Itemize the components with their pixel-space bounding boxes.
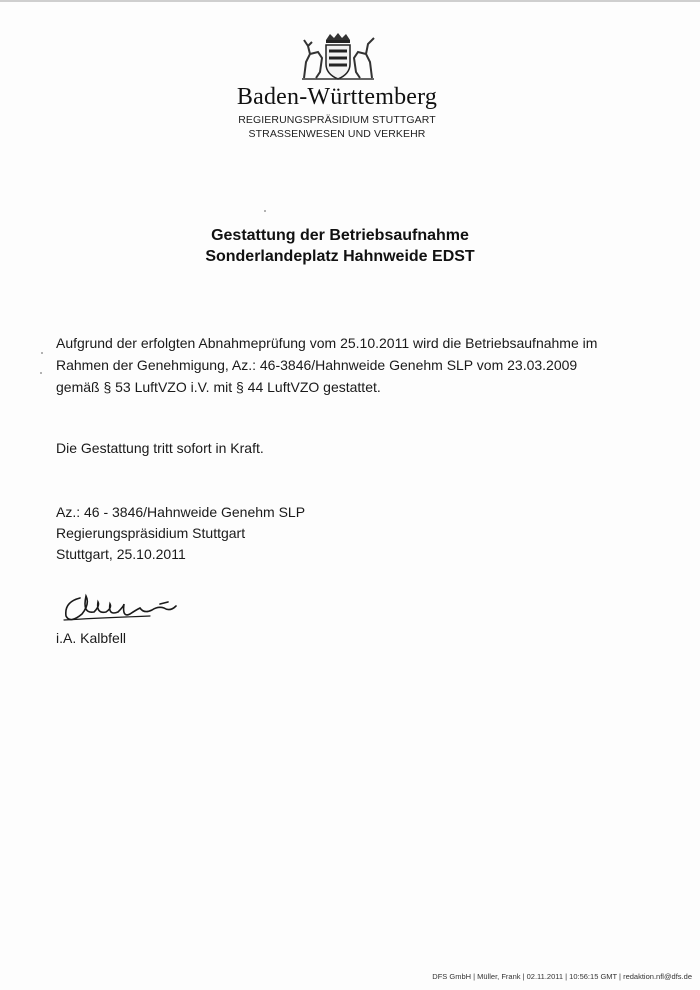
title-line-2: Sonderlandeplatz Hahnweide EDST	[205, 248, 475, 265]
effect-statement: Die Gestattung tritt sofort in Kraft.	[56, 440, 264, 456]
authority-line-1: REGIERUNGSPRÄSIDIUM STUTTGART	[238, 114, 436, 126]
reference-place-date: Stuttgart, 25.10.2011	[56, 546, 186, 562]
state-name: Baden-Württemberg	[236, 84, 438, 110]
scan-speck	[264, 210, 266, 212]
coat-of-arms-icon	[296, 32, 380, 82]
document-title	[100, 225, 580, 267]
body-paragraph: Aufgrund der erfolgten Abnahmeprüfung vom 25.10.2011 wird die Betriebsaufnahme im Rahmen der Genehmigung, Az.: 46-3846/Hahnweide Genehm SLP vom 23.03.2009 gemäß § 53 LuftVZO i.V. mit § 44 LuftVZO gestattet.	[56, 335, 598, 395]
reference-block	[56, 502, 305, 565]
signer-name: i.A. Kalbfell	[56, 630, 127, 646]
scan-speck	[41, 352, 43, 354]
footer-stamp: DFS GmbH | Müller, Frank | 02.11.2011 | 10:56:15 GMT | redaktion.nfl@dfs.de	[432, 972, 692, 981]
reference-authority: Regierungspräsidium Stuttgart	[56, 525, 246, 541]
title-line-1: Gestattung der Betriebsaufnahme	[211, 227, 469, 244]
authority-block	[200, 113, 474, 141]
authority-line-2: STRASSENWESEN UND VERKEHR	[248, 128, 426, 140]
scan-speck	[40, 372, 42, 374]
reference-az: Az.: 46 - 3846/Hahnweide Genehm SLP	[56, 504, 306, 520]
scan-edge-line	[0, 0, 700, 2]
handwritten-signature	[60, 588, 200, 628]
